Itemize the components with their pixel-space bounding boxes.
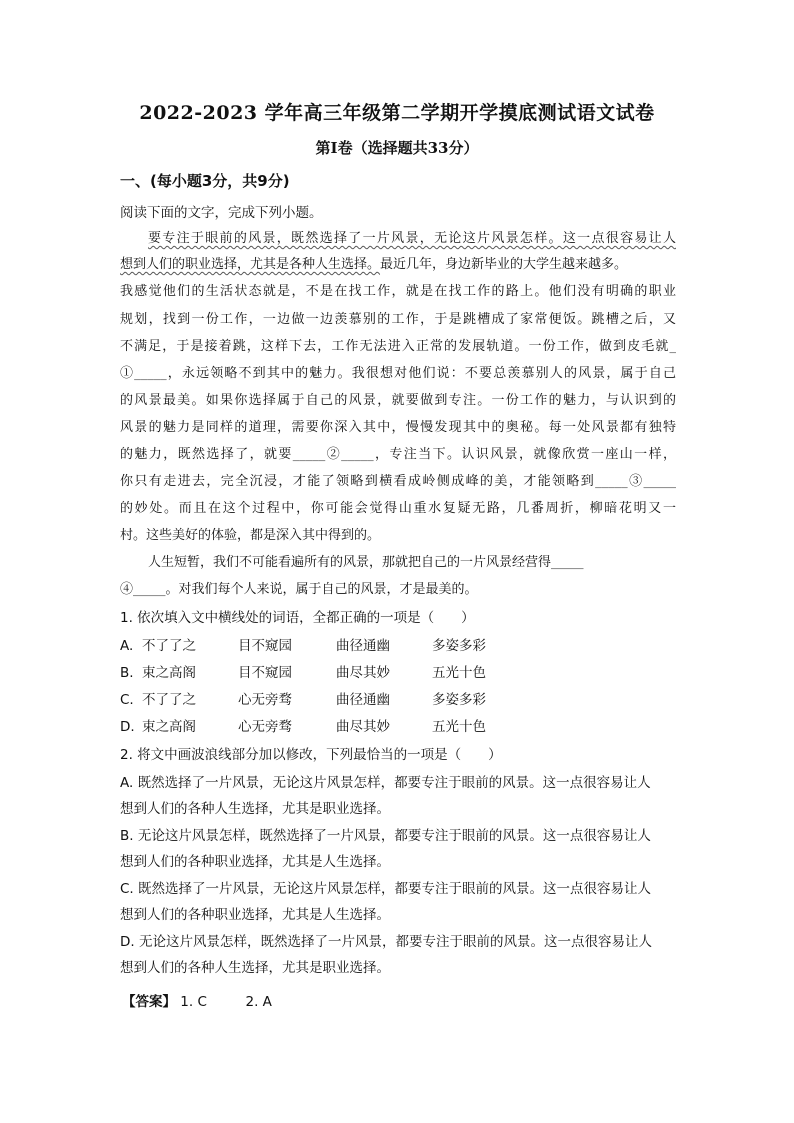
passage-line: 不满足，于是接着跳，这样下去，工作无法进入正常的发展轨道。一份工作，做到皮毛就_ [120,339,676,354]
passage-line: 村。这些美好的体验，都是深入其中得到的。 [120,528,381,543]
passage-line: 你只有走进去，完全沉浸，才能了领略到横看成岭侧成峰的美，才能领略到_____③_____ [120,474,676,489]
q2-option-c-cont: 想到人们的各种职业选择，尤其是人生选择。 [120,907,390,923]
question-2-stem: 2. 将文中画波浪线部分加以修改，下列最恰当的一项是（ ） [120,747,502,763]
q2-option-b: B. 无论这片风景怎样，既然选择了一片风景，都要专注于眼前的风景。这一点很容易让人 [120,828,651,844]
page-title: 2022-2023 学年高三年级第二学期开学摸底测试语文试卷 [139,102,655,124]
passage-line: ④_____。对我们每个人来说，属于自己的风景，才是最美的。 [120,582,478,597]
q2-option-c: C. 既然选择了一片风景，无论这片风景怎样，都要专注于眼前的风景。这一点很容易让人 [120,881,652,897]
passage-line: 的风景最美。如果你选择属于自己的风景，就要做到专注。一份工作的魅力，与认识到的 [120,393,676,408]
wavy-underlined-text: 要专注于眼前的风景，既然选择了一片风景，无论这片风景怎样。这一点很容易让人 [148,231,676,246]
section-heading: 一、(每小题3分，共9分) [120,172,290,190]
passage-line: 规划，找到一份工作，一边做一边羡慕别的工作，于是跳槽成了家常便饭。跳槽之后，又 [120,312,676,327]
q2-option-a-cont: 想到人们的各种人生选择，尤其是职业选择。 [120,801,390,817]
q2-option-d: D. 无论这片风景怎样，既然选择了一片风景，都要专注于眼前的风景。这一点很容易让人 [120,934,652,950]
passage-text: 最近几年，身边新毕业的大学生越来越多。 [380,257,628,272]
answer-1: 1. C [180,994,207,1010]
part-title: 第Ⅰ卷（选择题共33分） [315,139,479,157]
q2-option-b-cont: 想到人们的各种职业选择，尤其是人生选择。 [120,854,390,870]
answer-tag: 【答案】 [122,994,176,1010]
q2-option-a: A. 既然选择了一片风景，无论这片风景怎样，都要专注于眼前的风景。这一点很容易让人 [120,775,651,791]
question-1-stem: 1. 依次填入文中横线处的词语，全都正确的一项是（ ） [120,610,475,626]
passage-line [148,229,676,249]
passage-line: 人生短暂，我们不可能看遍所有的风景，那就把自己的一片风景经营得_____ [148,555,584,570]
answer-2: 2. A [245,994,272,1010]
q2-option-d-cont: 想到人们的各种人生选择，尤其是职业选择。 [120,960,390,976]
exam-page: 2022-2023 学年高三年级第二学期开学摸底测试语文试卷 第Ⅰ卷（选择题共33分） 一、(每小题3分，共9分) 阅读下面的文字，完成下列小题。 要专注于眼前的风景，既然选择了一片风景，无论这片风景怎样。这一点很容易让人 想到人们的职业选择，尤其是各种人生选择。最近几年，身边新毕业的大学生越来越多。 我感觉他们的生活状态就是，不是在找工作，就是在找工作的路上。他们没有明确的职业 规划，找到一份工作，一边做一边羡慕别的工作，于是跳槽成了家常便饭。跳槽之后，又 不满足，于是接着跳，这样下去，工作无法进入正常的发展轨道。一份工作，做到皮毛就_ ①_____，永远领略不到其中的魅力。我很想对他们说：不要总羡慕别人的风景，属于自己 的风景最美。如果你选择属于自己的风景，就要做到专注。一份工作的魅力，与认识到的 风景的魅力是同样的道理，需要你深入其中，慢慢发现其中的奥秘。每一处风景都有独特 的魅力，既然选择了，就要_____②_____，专注当下。认识风景，就像欣赏一座山一样， 你只有走进去，完全沉浸，才能了领略到横看成岭侧成峰的美，才能领略到_____③_____ 的妙处。而且在这个过程中，你可能会觉得山重水复疑无路，几番周折，柳暗花明又一 村。这些美好的体验，都是深入其中得到的。 人生短暂，我们不可能看遍所有的风景，那就把自己的一片风景经营得_____ ④_____。对我们每个人来说，属于自己的风景，才是最美的。 1. 依次填入文中横线处的词语，全都正确的一项是（ ） A. 不了了之 目不窥园 曲径通幽 多姿多彩 B. 束之高阁 目不窥园 曲尽其妙 五光十色 C. 不了了之 心无旁骛 曲径通幽 多姿多彩 D. 束之高阁 心无旁骛 曲尽其妙 五光十色 2. 将文中画波浪线部分加以修改，下列最恰当的一项是（ ） A. 既然选择了一片风景，无论这片风景怎样，都要专注于眼前的风景。这一点很容易让人 想到人们的各种人生选择，尤其是职业选择。 B. 无论这片风景怎样，既然选择了一片风景，都要专注于眼前的风景。这一点很容易让人 想到人们的各种职业选择，尤其是人生选择。 C. 既然选择了一片风景，无论这片风景怎样，都要专注于眼前的风景。这一点很容易让人 想到人们的各种职业选择，尤其是人生选择。 D. 无论这片风景怎样，既然选择了一片风景，都要专注于眼前的风景。这一点很容易让人 想到人们的各种人生选择，尤其是职业选择。 【答案】 1. C 2. A [0,0,794,1123]
instruction-text: 阅读下面的文字，完成下列小题。 [120,205,323,221]
passage-line: 的妙处。而且在这个过程中，你可能会觉得山重水复疑无路，几番周折，柳暗花明又一 [120,501,676,516]
passage-line: 风景的魅力是同样的道理，需要你深入其中，慢慢发现其中的奥秘。每一处风景都有独特 [120,420,676,435]
passage-line: 的魅力，既然选择了，就要_____②_____，专注当下。认识风景，就像欣赏一座山一样， [120,447,676,462]
passage-line: ①_____，永远领略不到其中的魅力。我很想对他们说：不要总羡慕别人的风景，属于自己 [120,366,676,381]
wavy-underlined-text: 想到人们的职业选择，尤其是各种人生选择。 [120,257,381,272]
passage-line [120,255,676,275]
passage-line: 我感觉他们的生活状态就是，不是在找工作，就是在找工作的路上。他们没有明确的职业 [120,284,676,299]
answer-line [122,990,272,1010]
